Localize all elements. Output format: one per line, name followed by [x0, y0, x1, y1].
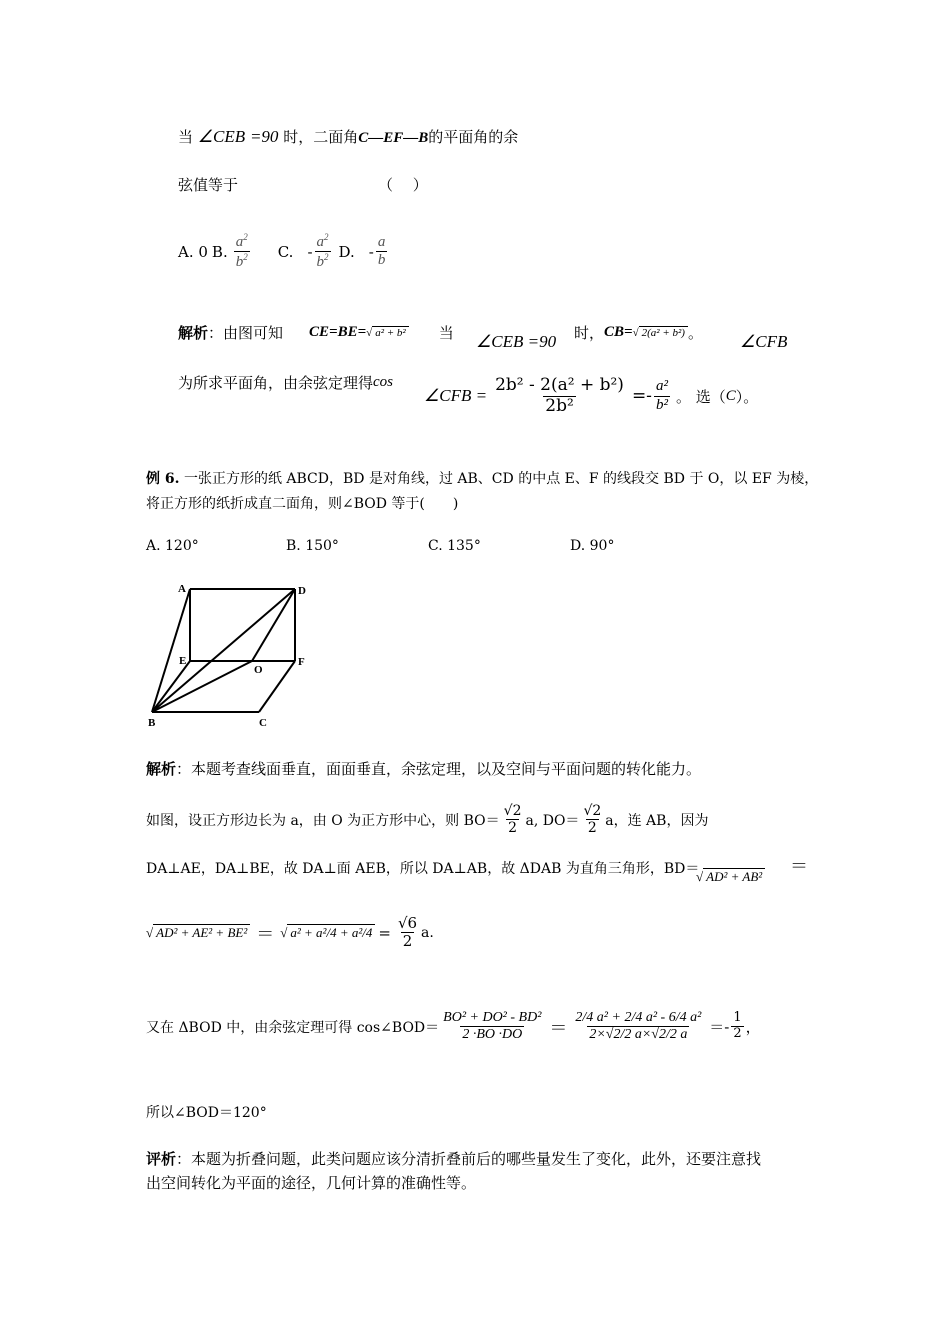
ex6-line1: 例 6. 一张正方形的纸 ABCD，BD 是对角线，过 AB、CD 的中点 E、F 的线段交 BD 于 O，以 EF 为棱，: [146, 471, 819, 487]
frac-sqrt2-2-b: $\frac{√2}{2}$: [583, 803, 602, 837]
frac-a2-b2: $\frac{a^2}{b^2}$: [235, 232, 248, 271]
edge-fc: [259, 661, 295, 712]
sol5-cb: 时， CB= √ 2(a² + b²) 。: [574, 324, 703, 342]
sol5-formula: ∠CFB = $\frac{\text{2b² - 2(a² + b²)}}{\text{2b²}}$ =- $\frac{\text{a²}}{\text{b²}}$ 。 选（ C ）。: [424, 375, 759, 416]
label-e: E: [179, 655, 187, 667]
edge-od: [252, 589, 295, 661]
q5-line1: 当 ∠CEB =90 时，二面角C—EF—B的平面角的余: [178, 127, 519, 146]
sqrt-ad-ab: √ AD² + AB²: [696, 868, 765, 885]
frac-one-half: $\frac{1}{2}$: [733, 1010, 742, 1042]
sol6-p4: 又在 ΔBOD 中，由余弦定理可得 cos∠BOD＝ $\frac{\text{BO² + DO² - BD²}}{2 \cdot BO \cdot DO}$ ＝ $\frac{\text{2/4 a² + 2/4 a² - 6/4 a²}}{2\times√2/2 a\times√2/2 a}$ ＝- $\frac{1}{2}$ ，: [146, 1010, 761, 1043]
label-b: B: [148, 717, 156, 729]
label-d: D: [298, 585, 306, 597]
sol5-line1: 解析 ：由图可知 CE=BE= √ a² + b² 当: [178, 324, 454, 342]
frac-cos-cfb: $\frac{\text{2b² - 2(a² + b²)}}{\text{2b²}}$: [495, 375, 624, 416]
option-a: A. 0: [178, 242, 208, 261]
option-b: B.: [211, 242, 228, 261]
ex6-option-b: B. 150°: [286, 538, 339, 554]
review-line1: 评析：本题为折叠问题，此类问题应该分清折叠前后的哪些量发生了变化，此外，还要注意找: [146, 1150, 762, 1168]
edge-ba: [152, 589, 190, 712]
option-d: D.: [338, 242, 355, 261]
ex6-line2: 将正方形的纸折成直二面角，则∠BOD 等于( ): [146, 496, 459, 512]
label-o: O: [254, 664, 263, 676]
sol6-intro: 解析：本题考查线面垂直，面面垂直，余弦定理，以及空间与平面问题的转化能力。: [146, 760, 702, 778]
sol6-p2: DA⊥AE，DA⊥BE，故 DA⊥面 AEB，所以 DA⊥AB，故 ΔDAB 为直角三角形，BD＝: [146, 861, 700, 877]
q5-paren: （ ）: [378, 176, 428, 194]
frac-sqrt2-2-a: $\frac{√2}{2}$: [503, 803, 522, 837]
review-line2: 出空间转化为平面的途径，几何计算的准确性等。: [146, 1174, 477, 1192]
frac-sqrt6-2: $\frac{√6}{2}$: [397, 914, 418, 951]
ex6-option-d: D. 90°: [570, 538, 615, 554]
edge-bd: [152, 589, 295, 712]
sol6-p1: 如图，设正方形边长为 a，由 O 为正方形中心，则 BO＝ $\frac{√2}{2}$ a, DO＝ $\frac{√2}{2}$ a，连 AB，因为: [146, 803, 709, 837]
sol5-line2: 为所求平面角，由余弦定理得 cos: [178, 374, 394, 392]
frac-a2-b2-result: $\frac{\text{a²}}{\text{b²}}$: [655, 378, 668, 413]
sqrt-2a2b2: √ 2(a² + b²): [633, 326, 688, 339]
frac-neg-a2-b2: $\frac{a^2}{b^2}$: [316, 232, 329, 271]
label-f: F: [298, 656, 305, 668]
sol5-cfb: ∠CFB: [740, 332, 788, 351]
frac-neg-a-b: $\frac{a}{b}$: [377, 234, 386, 269]
q5-options: A. 0 B. $\frac{a^2}{b^2}$ C. - $\frac{a^2}{b^2}$ D. - $\frac{a}{b}$: [178, 232, 386, 271]
option-c: C.: [277, 242, 294, 261]
folded-square-figure: [140, 578, 320, 732]
label-c: C: [259, 717, 267, 729]
edge-be: [152, 661, 190, 712]
label-a: A: [178, 583, 186, 595]
ex6-option-c: C. 135°: [428, 538, 481, 554]
ex6-option-a: A. 120°: [146, 538, 199, 554]
sol6-p5: 所以∠BOD＝120°: [146, 1105, 267, 1121]
sol5-angle: ∠CEB =90: [476, 332, 557, 351]
sol6-p3: √ AD² + AE² + BE² ＝ √ a² + a²/4 + a²/4 = $\frac{√6}{2}$ a.: [146, 914, 434, 951]
q5-line2: 弦值等于: [178, 176, 239, 194]
sqrt-a2b2: √ a² + b²: [366, 326, 409, 339]
frac-cos-bod-expanded: $\frac{\text{2/4 a² + 2/4 a² - 6/4 a²}}{2\times√2/2 a\times√2/2 a}$: [575, 1010, 702, 1043]
frac-cos-bod: $\frac{\text{BO² + DO² - BD²}}{2 \cdot BO \cdot DO}$: [443, 1010, 542, 1043]
sol6-eq1: ＝: [790, 856, 808, 877]
